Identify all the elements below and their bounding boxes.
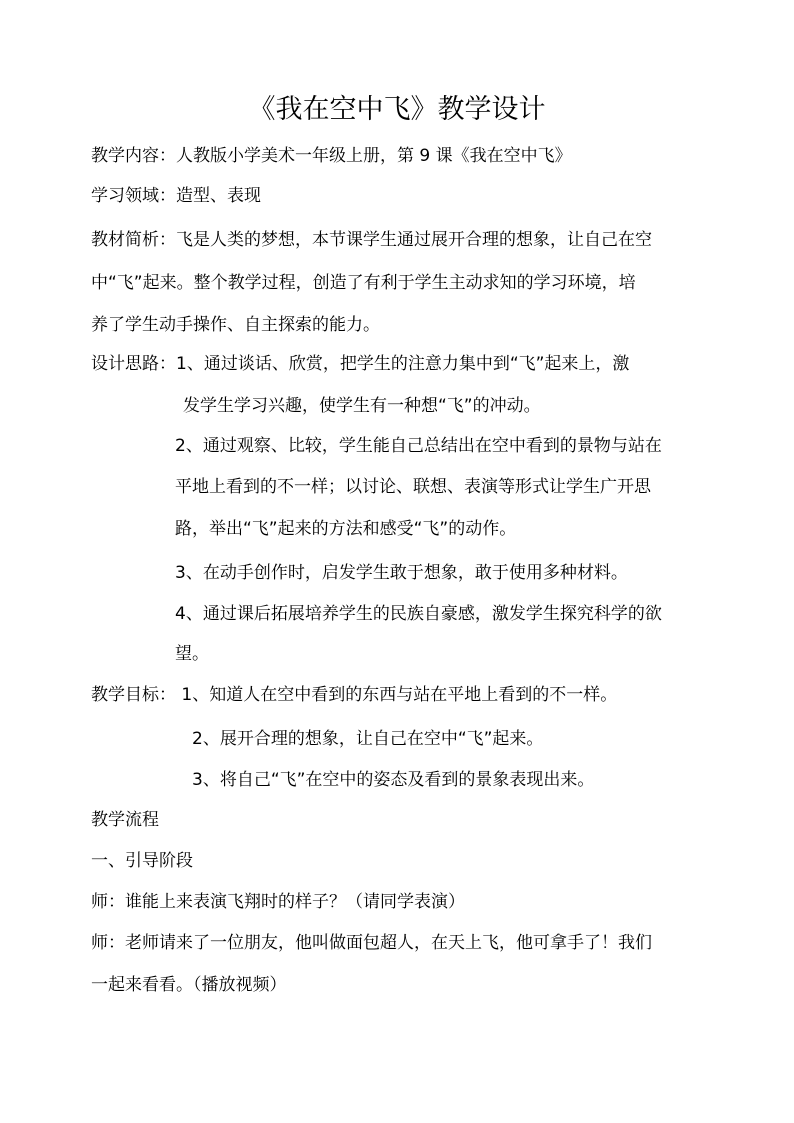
document-title: 《我在空中飞》教学设计 <box>248 94 546 125</box>
learning-domain-line: 学习领域：造型、表现 <box>91 186 261 206</box>
teaching-goal-line-3: 3、将自己“飞”在空中的姿态及看到的景象表现出来。 <box>192 770 595 790</box>
teacher-intro-line-2: 一起来看看。（播放视频） <box>91 975 287 995</box>
design-idea-line-4: 平地上看到的不一样；以讨论、联想、表演等形式让学生广开思 <box>175 477 651 497</box>
teaching-process-heading: 教学流程 <box>91 810 159 830</box>
guidance-stage-heading: 一、引导阶段 <box>91 851 193 871</box>
teaching-goal-line-2: 2、展开合理的想象，让自己在空中“飞”起来。 <box>192 729 544 749</box>
material-analysis-line-1: 教材简析：飞是人类的梦想，本节课学生通过展开合理的想象，让自己在空 <box>91 230 652 250</box>
design-idea-line-2: 发学生学习兴趣，使学生有一种想“飞”的冲动。 <box>183 396 541 416</box>
design-idea-line-1: 设计思路：1、通过谈话、欣赏，把学生的注意力集中到“飞”起来上，激 <box>91 354 630 374</box>
design-idea-line-3: 2、通过观察、比较，学生能自己总结出在空中看到的景物与站在 <box>175 436 662 456</box>
material-analysis-line-2: 中“飞”起来。整个教学过程，创造了有利于学生主动求知的学习环境，培 <box>91 273 636 293</box>
design-idea-line-8: 望。 <box>175 644 209 664</box>
teaching-goal-line-1: 教学目标： 1、知道人在空中看到的东西与站在平地上看到的不一样。 <box>91 685 618 705</box>
teacher-question-line: 师：谁能上来表演飞翔时的样子？（请同学表演） <box>91 892 465 912</box>
design-idea-line-5: 路，举出“飞”起来的方法和感受“飞”的动作。 <box>175 519 517 539</box>
teaching-content-line: 教学内容：人教版小学美术一年级上册，第 9 课《我在空中飞》 <box>91 146 572 166</box>
design-idea-line-7: 4、通过课后拓展培养学生的民族自豪感，激发学生探究科学的欲 <box>175 604 662 624</box>
design-idea-line-6: 3、在动手创作时，启发学生敢于想象，敢于使用多种材料。 <box>175 563 628 583</box>
material-analysis-line-3: 养了学生动手操作、自主探索的能力。 <box>91 315 380 335</box>
teacher-intro-line-1: 师：老师请来了一位朋友，他叫做面包超人，在天上飞，他可拿手了！我们 <box>91 933 652 953</box>
